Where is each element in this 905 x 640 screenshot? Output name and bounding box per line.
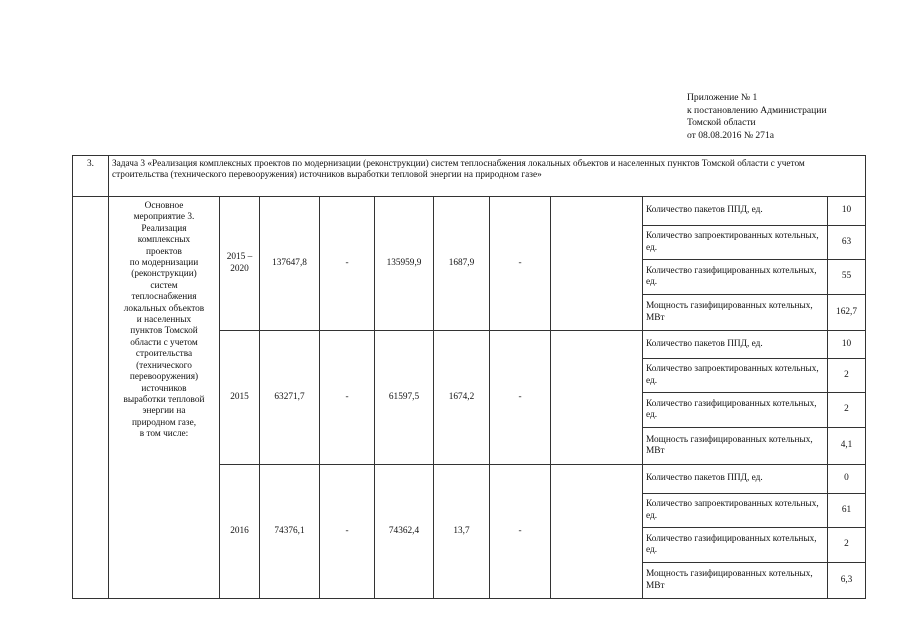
regional-budget-cell: 61597,5 — [375, 331, 434, 465]
indicator-name: Количество газифицированных котельных, ед. — [643, 260, 828, 295]
program-table — [72, 155, 866, 599]
activity-line: комплексных — [137, 235, 191, 246]
regional-budget-cell: 135959,9 — [375, 197, 434, 331]
task-number: 3. — [73, 156, 109, 197]
indicator-value: 0 — [828, 465, 866, 494]
activity-line: области с учетом — [130, 337, 198, 348]
activity-line: источников — [141, 383, 187, 394]
indicator-name: Количество газифицированных котельных, ед. — [643, 393, 828, 428]
activity-line: строительства — [135, 349, 193, 360]
indicator-value: 63 — [828, 226, 866, 260]
activity-line: перевооружения) — [129, 372, 199, 383]
executor-cell — [551, 197, 643, 331]
activity-line: Основное — [144, 201, 184, 211]
other-sources-cell: - — [490, 331, 551, 465]
activity-line: Реализация — [141, 223, 187, 234]
activity-line: выработки тепловой — [123, 394, 205, 405]
total-funding-cell: 137647,8 — [260, 197, 320, 331]
activity-line: по модернизации — [129, 258, 199, 269]
activity-line: и населенных — [136, 315, 192, 326]
appendix-line: от 08.08.2016 № 271а — [687, 129, 775, 141]
activity-line: теплоснабжения — [131, 292, 197, 303]
indicator-value: 2 — [828, 359, 866, 393]
total-funding-cell: 74376,1 — [260, 465, 320, 599]
indicator-value: 4,1 — [828, 428, 866, 465]
appendix-header — [687, 92, 827, 142]
activity-line: (реконструкции) — [131, 269, 197, 280]
indicator-name: Количество газифицированных котельных, ед. — [643, 528, 828, 563]
regional-budget-cell: 74362,4 — [375, 465, 434, 599]
activity-line: проектов — [146, 246, 182, 257]
period-cell: 2015 – 2020 — [220, 197, 260, 331]
executor-cell — [551, 465, 643, 599]
indicator-name: Количество пакетов ППД, ед. — [643, 465, 828, 494]
federal-budget-cell: - — [320, 197, 375, 331]
indicator-value: 2 — [828, 393, 866, 428]
period-cell: 2015 — [220, 331, 260, 465]
other-sources-cell: - — [490, 465, 551, 599]
indicator-name: Количество запроектированных котельных, ед. — [643, 359, 828, 393]
task-row — [73, 156, 866, 197]
activity-line: мероприятие 3. — [133, 212, 195, 223]
appendix-line: к постановлению Администрации — [687, 104, 827, 116]
indicator-row — [73, 197, 866, 226]
indicator-name: Количество пакетов ППД, ед. — [643, 197, 828, 226]
indicator-value: 10 — [828, 197, 866, 226]
federal-budget-cell: - — [320, 465, 375, 599]
indicator-value: 10 — [828, 331, 866, 359]
activity-line: локальных объектов — [123, 303, 205, 314]
indicator-value: 162,7 — [828, 295, 866, 331]
activity-line: систем — [150, 280, 178, 291]
indicator-name: Мощность газифицированных котельных, МВт — [643, 295, 828, 331]
local-budget-cell: 1674,2 — [434, 331, 490, 465]
executor-cell — [551, 331, 643, 465]
activity-line: энергии на — [142, 406, 186, 417]
indicator-value: 2 — [828, 528, 866, 563]
indicator-name: Количество запроектированных котельных, ед. — [643, 226, 828, 260]
activity-line: в том числе: — [139, 429, 189, 440]
indicator-value: 61 — [828, 494, 866, 528]
appendix-line: Томской области — [687, 117, 756, 128]
federal-budget-cell: - — [320, 331, 375, 465]
indicator-value: 6,3 — [828, 563, 866, 599]
indicator-name: Мощность газифицированных котельных, МВт — [643, 428, 828, 465]
other-sources-cell: - — [490, 197, 551, 331]
activity-number-cell — [73, 197, 109, 599]
local-budget-cell: 13,7 — [434, 465, 490, 599]
indicator-name: Количество пакетов ППД, ед. — [643, 331, 828, 359]
activity-line: пунктов Томской — [130, 326, 198, 337]
activity-description — [109, 197, 220, 599]
task-description: Задача 3 «Реализация комплексных проектов по модернизации (реконструкции) систем теплоснабжения локальных объектов и населенных пунктов Томской области с учетом строительства (технического перевооружения) источников выработки тепловой энергии на природном газе» — [109, 156, 866, 197]
total-funding-cell: 63271,7 — [260, 331, 320, 465]
activity-line: (технического — [136, 360, 192, 371]
period-cell: 2016 — [220, 465, 260, 599]
local-budget-cell: 1687,9 — [434, 197, 490, 331]
indicator-value: 55 — [828, 260, 866, 295]
appendix-line: Приложение № 1 — [687, 92, 758, 103]
indicator-name: Мощность газифицированных котельных, МВт — [643, 563, 828, 599]
activity-line: природном газе, — [131, 417, 197, 428]
indicator-name: Количество запроектированных котельных, ед. — [643, 494, 828, 528]
